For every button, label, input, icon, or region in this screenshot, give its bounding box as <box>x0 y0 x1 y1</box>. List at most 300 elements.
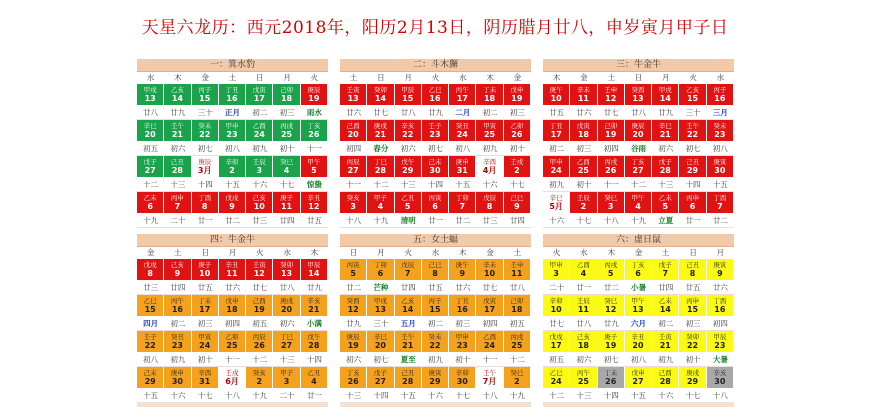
ganzhi-label: 甲辰 <box>401 85 415 94</box>
day-cell[interactable] <box>476 84 503 106</box>
day-cell[interactable] <box>301 156 328 178</box>
day-cell[interactable] <box>707 259 734 281</box>
ganzhi-label: 辛未 <box>483 260 497 269</box>
lunar-date: 十四 <box>598 389 625 403</box>
day-cell[interactable] <box>137 367 164 389</box>
day-cell[interactable] <box>219 259 246 281</box>
day-cell[interactable] <box>192 367 219 389</box>
lunar-date: 廿九 <box>598 317 625 331</box>
ganzhi-label: 壬戌 <box>510 157 524 166</box>
ganzhi-label: 壬申 <box>604 85 618 94</box>
day-cell[interactable] <box>652 192 679 214</box>
day-cell[interactable] <box>570 331 597 353</box>
day-number: 5 <box>350 268 356 278</box>
ganzhi-label: 壬申 <box>510 260 524 269</box>
lunar-date: 初八 <box>625 353 652 367</box>
day-cell[interactable] <box>395 156 422 178</box>
lunar-date: 廿九 <box>340 317 367 331</box>
day-cell[interactable] <box>476 120 503 142</box>
day-number: 19 <box>253 304 265 314</box>
day-cell[interactable] <box>137 156 164 178</box>
week-row <box>137 295 328 331</box>
day-number: 16 <box>429 93 441 103</box>
day-cell[interactable] <box>137 259 164 281</box>
day-cell[interactable] <box>367 331 394 353</box>
day-cell[interactable] <box>367 192 394 214</box>
day-cell[interactable] <box>598 120 625 142</box>
lunar-date: 初二 <box>246 106 273 120</box>
day-cell[interactable] <box>246 367 273 389</box>
weekday-header <box>543 72 734 84</box>
day-number: 19 <box>308 93 320 103</box>
day-cell[interactable] <box>422 120 449 142</box>
ganzhi-label: 丁巳 <box>280 332 294 341</box>
day-cell[interactable] <box>679 84 706 106</box>
day-cell[interactable] <box>340 295 367 317</box>
lunar-date: 十九 <box>625 214 652 228</box>
day-cell[interactable] <box>219 367 246 389</box>
day-number: 26 <box>308 129 320 139</box>
day-cell[interactable] <box>395 84 422 106</box>
day-cell[interactable] <box>504 84 531 106</box>
day-cell[interactable] <box>137 192 164 214</box>
lunar-date: 初八 <box>219 142 246 156</box>
lunar-date: 初三 <box>570 142 597 156</box>
ganzhi-label: 甲子 <box>373 193 387 202</box>
day-number: 3 <box>607 201 614 211</box>
month-panel <box>340 234 531 403</box>
day-cell[interactable] <box>395 295 422 317</box>
day-cell[interactable] <box>422 367 449 389</box>
day-cell[interactable] <box>246 192 273 214</box>
day-cell[interactable] <box>192 192 219 214</box>
day-cell[interactable] <box>543 156 570 178</box>
day-cell[interactable] <box>570 120 597 142</box>
day-cell[interactable] <box>504 259 531 281</box>
lunar-date: 十七 <box>570 214 597 228</box>
day-cell[interactable] <box>543 331 570 353</box>
lunar-date: 初九 <box>422 353 449 367</box>
next-panel-edge <box>543 402 734 407</box>
day-cell[interactable] <box>301 192 328 214</box>
day-cell[interactable] <box>476 192 503 214</box>
day-number: 6 <box>689 201 696 211</box>
ganzhi-label: 乙卯 <box>510 121 524 130</box>
day-cell[interactable] <box>422 156 449 178</box>
ganzhi-label: 己酉 <box>252 296 266 305</box>
day-cell[interactable] <box>543 120 570 142</box>
day-cell[interactable] <box>192 259 219 281</box>
day-cell[interactable] <box>570 367 597 389</box>
day-cell[interactable] <box>164 295 191 317</box>
day-cell[interactable] <box>504 120 531 142</box>
day-cell[interactable] <box>219 192 246 214</box>
day-cell[interactable] <box>164 331 191 353</box>
ganzhi-label: 壬寅 <box>346 85 360 94</box>
day-cell[interactable] <box>367 84 394 106</box>
day-cell[interactable] <box>219 295 246 317</box>
day-number: 23 <box>429 129 441 139</box>
week-row <box>543 367 734 403</box>
day-cell[interactable] <box>476 331 503 353</box>
day-cell[interactable] <box>137 295 164 317</box>
lunar-date: 雨水 <box>301 106 328 120</box>
day-cell[interactable] <box>543 367 570 389</box>
day-cell[interactable] <box>422 259 449 281</box>
day-cell[interactable] <box>679 367 706 389</box>
day-cell[interactable] <box>164 120 191 142</box>
ganzhi-label: 丁酉 <box>713 296 727 305</box>
panel-title: 三：牛金牛 <box>543 59 734 72</box>
day-cell[interactable] <box>652 259 679 281</box>
day-cell[interactable] <box>625 259 652 281</box>
lunar-date: 廿一 <box>570 281 597 295</box>
day-cell[interactable] <box>367 259 394 281</box>
ganzhi-label: 乙丑 <box>401 193 415 202</box>
lunar-date: 芒种 <box>367 281 394 295</box>
day-cell[interactable] <box>449 120 476 142</box>
day-cell[interactable] <box>449 367 476 389</box>
lunar-date: 初四 <box>340 142 367 156</box>
day-cell[interactable] <box>192 331 219 353</box>
day-cell[interactable] <box>570 259 597 281</box>
weekday-label: 土 <box>219 72 246 85</box>
day-cell[interactable] <box>476 156 503 178</box>
day-cell[interactable] <box>707 120 734 142</box>
day-cell[interactable] <box>367 295 394 317</box>
lunar-date: 十九 <box>367 214 394 228</box>
day-cell[interactable] <box>707 156 734 178</box>
day-cell[interactable] <box>422 84 449 106</box>
ganzhi-label: 戊午 <box>307 332 321 341</box>
ganzhi-label: 丁未 <box>483 85 497 94</box>
day-cell[interactable] <box>707 192 734 214</box>
ganzhi-label: 乙巳 <box>549 368 563 377</box>
day-cell[interactable] <box>543 84 570 106</box>
day-cell[interactable] <box>301 331 328 353</box>
day-cell[interactable] <box>395 192 422 214</box>
day-cell[interactable] <box>340 367 367 389</box>
lunar-date: 廿六 <box>707 281 734 295</box>
day-cell[interactable] <box>164 367 191 389</box>
ganzhi-label: 己亥 <box>170 260 184 269</box>
day-cell[interactable] <box>246 259 273 281</box>
day-cell[interactable] <box>652 331 679 353</box>
day-cell[interactable] <box>192 84 219 106</box>
lunar-date: 初三 <box>679 317 706 331</box>
day-cell[interactable] <box>340 156 367 178</box>
day-number: 2 <box>256 376 263 386</box>
day-cell[interactable] <box>273 331 300 353</box>
ganzhi-label: 己巳 <box>428 260 442 269</box>
day-cell[interactable] <box>340 120 367 142</box>
day-cell[interactable] <box>598 367 625 389</box>
day-number: 31 <box>456 165 468 175</box>
day-cell[interactable] <box>679 192 706 214</box>
day-number: 13 <box>144 93 156 103</box>
day-cell[interactable] <box>625 192 652 214</box>
day-cell[interactable] <box>395 367 422 389</box>
day-cell[interactable] <box>219 84 246 106</box>
day-cell[interactable] <box>625 84 652 106</box>
ganzhi-label: 甲申 <box>225 121 239 130</box>
day-cell[interactable] <box>301 367 328 389</box>
day-cell[interactable] <box>246 156 273 178</box>
week-row <box>137 259 328 295</box>
day-cell[interactable] <box>246 120 273 142</box>
day-cell[interactable] <box>476 295 503 317</box>
day-cell[interactable] <box>504 192 531 214</box>
day-cell[interactable] <box>679 295 706 317</box>
day-cell[interactable] <box>340 331 367 353</box>
lunar-date: 初九 <box>164 353 191 367</box>
lunar-date: 廿二 <box>340 281 367 295</box>
lunar-date: 春分 <box>367 142 394 156</box>
day-cell[interactable] <box>449 259 476 281</box>
day-number: 24 <box>199 340 211 350</box>
weekday-label: 木 <box>543 72 570 85</box>
day-cell[interactable] <box>652 84 679 106</box>
ganzhi-label: 丙午 <box>455 85 469 94</box>
day-cell[interactable] <box>367 120 394 142</box>
lunar-date: 十二 <box>367 178 394 192</box>
day-number: 22 <box>686 340 699 350</box>
day-cell[interactable] <box>543 192 570 214</box>
day-cell[interactable] <box>707 295 734 317</box>
week-row <box>137 84 328 120</box>
day-cell[interactable] <box>164 192 191 214</box>
day-cell[interactable] <box>504 156 531 178</box>
day-cell[interactable] <box>679 156 706 178</box>
day-cell[interactable] <box>679 120 706 142</box>
month-panel <box>340 59 531 228</box>
day-number: 16 <box>226 93 238 103</box>
day-cell[interactable] <box>476 367 503 389</box>
lunar-date: 廿八 <box>504 281 531 295</box>
day-cell[interactable] <box>449 156 476 178</box>
day-number: 6 <box>432 201 438 211</box>
lunar-date: 廿七 <box>543 317 570 331</box>
day-cell[interactable] <box>219 156 246 178</box>
day-cell[interactable] <box>367 367 394 389</box>
day-cell[interactable] <box>707 84 734 106</box>
day-number: 21 <box>171 129 183 139</box>
ganzhi-label: 庚寅 <box>713 157 727 166</box>
day-cell[interactable] <box>301 120 328 142</box>
lunar-date: 十六 <box>164 389 191 403</box>
day-cell[interactable] <box>395 120 422 142</box>
ganzhi-label: 乙未 <box>143 193 157 202</box>
day-cell[interactable] <box>625 156 652 178</box>
day-cell[interactable] <box>707 367 734 389</box>
day-cell[interactable] <box>137 120 164 142</box>
day-cell[interactable] <box>625 331 652 353</box>
day-cell[interactable] <box>707 331 734 353</box>
lunar-date: 初十 <box>273 142 300 156</box>
day-cell[interactable] <box>652 120 679 142</box>
day-number: 2 <box>514 376 520 386</box>
week-row <box>137 120 328 156</box>
day-cell[interactable] <box>543 295 570 317</box>
day-cell[interactable] <box>246 295 273 317</box>
lunar-date: 初五 <box>504 317 531 331</box>
day-cell[interactable] <box>192 295 219 317</box>
day-cell[interactable] <box>192 156 219 178</box>
day-cell[interactable] <box>625 367 652 389</box>
day-number: 10 <box>550 304 562 314</box>
day-cell[interactable] <box>570 295 597 317</box>
day-cell[interactable] <box>570 84 597 106</box>
day-cell[interactable] <box>395 259 422 281</box>
lunar-date: 六月 <box>625 317 652 331</box>
ganzhi-label: 癸未 <box>198 121 212 130</box>
day-cell[interactable] <box>340 192 367 214</box>
ganzhi-label: 己酉 <box>658 368 672 377</box>
day-cell[interactable] <box>367 156 394 178</box>
day-cell[interactable] <box>273 367 300 389</box>
day-cell[interactable] <box>449 331 476 353</box>
lunar-date: 初六 <box>652 142 679 156</box>
day-cell[interactable] <box>652 367 679 389</box>
day-cell[interactable] <box>273 156 300 178</box>
day-cell[interactable] <box>625 120 652 142</box>
ganzhi-label: 丙子 <box>713 85 727 94</box>
day-number: 30 <box>171 376 183 386</box>
day-cell[interactable] <box>273 295 300 317</box>
ganzhi-label: 丁酉 <box>198 193 212 202</box>
day-cell[interactable] <box>301 259 328 281</box>
ganzhi-label: 丁亥 <box>307 121 321 130</box>
day-cell[interactable] <box>422 295 449 317</box>
day-number: 17 <box>550 340 562 350</box>
day-cell[interactable] <box>570 192 597 214</box>
day-cell[interactable] <box>598 331 625 353</box>
day-cell[interactable] <box>598 156 625 178</box>
month-panel <box>137 59 328 228</box>
ganzhi-label: 乙酉 <box>483 332 497 341</box>
lunar-date: 十六 <box>246 178 273 192</box>
day-number: 7 <box>174 201 181 211</box>
day-cell[interactable] <box>340 84 367 106</box>
lunar-date: 十一 <box>219 353 246 367</box>
day-cell[interactable] <box>598 84 625 106</box>
day-cell[interactable] <box>246 84 273 106</box>
day-cell[interactable] <box>164 259 191 281</box>
day-cell[interactable] <box>598 259 625 281</box>
day-number: 3 <box>350 201 356 211</box>
ganzhi-label: 癸巳 <box>280 157 294 166</box>
day-cell[interactable] <box>273 259 300 281</box>
ganzhi-label: 甲申 <box>455 332 469 341</box>
day-cell[interactable] <box>449 295 476 317</box>
lunar-date: 廿一 <box>422 214 449 228</box>
day-cell[interactable] <box>340 259 367 281</box>
day-number: 13 <box>347 93 359 103</box>
lunar-date: 十一 <box>340 178 367 192</box>
day-number: 24 <box>550 165 562 175</box>
ganzhi-label: 庚寅 <box>428 368 442 377</box>
lunar-date: 十四 <box>367 389 394 403</box>
day-cell[interactable] <box>570 156 597 178</box>
day-cell[interactable] <box>192 120 219 142</box>
day-cell[interactable] <box>598 295 625 317</box>
day-cell[interactable] <box>137 331 164 353</box>
ganzhi-label: 丙辰 <box>252 332 266 341</box>
ganzhi-label: 己未 <box>143 368 157 377</box>
panel-title: 四：牛金牛 <box>137 234 328 247</box>
day-cell[interactable] <box>301 84 328 106</box>
lunar-date: 十七 <box>192 389 219 403</box>
day-cell[interactable] <box>301 295 328 317</box>
day-number: 22 <box>402 129 414 139</box>
ganzhi-label: 戊辰 <box>483 193 497 202</box>
day-cell[interactable] <box>598 192 625 214</box>
day-number: 24 <box>456 129 468 139</box>
day-cell[interactable] <box>422 331 449 353</box>
day-cell[interactable] <box>476 259 503 281</box>
ganzhi-label: 甲午 <box>631 193 645 202</box>
day-cell[interactable] <box>273 120 300 142</box>
ganzhi-label: 戊戌 <box>143 260 157 269</box>
day-cell[interactable] <box>273 84 300 106</box>
lunar-date: 谷雨 <box>625 142 652 156</box>
day-cell[interactable] <box>504 367 531 389</box>
day-cell[interactable] <box>137 84 164 106</box>
day-number: 15 <box>144 304 156 314</box>
ganzhi-label: 乙未 <box>658 193 672 202</box>
weekday-header <box>340 72 531 84</box>
lunar-date: 十一 <box>598 178 625 192</box>
day-cell[interactable] <box>652 295 679 317</box>
day-number: 4 <box>377 201 384 211</box>
day-cell[interactable] <box>164 84 191 106</box>
ganzhi-label: 癸巳 <box>510 368 524 377</box>
day-number: 27 <box>280 340 293 350</box>
lunar-date: 清明 <box>395 214 422 228</box>
day-cell[interactable] <box>219 120 246 142</box>
ganzhi-label: 己卯 <box>604 121 618 130</box>
lunar-date: 小满 <box>301 317 328 331</box>
ganzhi-label: 戊寅 <box>252 85 266 94</box>
day-cell[interactable] <box>273 192 300 214</box>
day-cell[interactable] <box>504 331 531 353</box>
day-cell[interactable] <box>219 331 246 353</box>
day-number: 14 <box>659 93 671 103</box>
day-cell[interactable] <box>449 84 476 106</box>
month-panel <box>543 234 734 403</box>
day-cell[interactable] <box>652 156 679 178</box>
day-cell[interactable] <box>625 295 652 317</box>
day-cell[interactable] <box>449 192 476 214</box>
ganzhi-label: 壬子 <box>428 121 442 130</box>
day-number: 7 <box>404 268 411 278</box>
day-number: 27 <box>632 376 644 386</box>
day-number: 10 <box>550 93 562 103</box>
day-number: 20 <box>347 129 359 139</box>
day-cell[interactable] <box>504 295 531 317</box>
day-cell[interactable] <box>395 331 422 353</box>
day-cell[interactable] <box>422 192 449 214</box>
day-cell[interactable] <box>246 331 273 353</box>
day-number: 9 <box>229 201 235 211</box>
lunar-date: 三十 <box>192 106 219 120</box>
day-cell[interactable] <box>164 156 191 178</box>
day-cell[interactable] <box>543 259 570 281</box>
day-number: 15 <box>402 93 414 103</box>
day-cell[interactable] <box>679 331 706 353</box>
ganzhi-label: 壬午 <box>401 332 415 341</box>
day-cell[interactable] <box>679 259 706 281</box>
